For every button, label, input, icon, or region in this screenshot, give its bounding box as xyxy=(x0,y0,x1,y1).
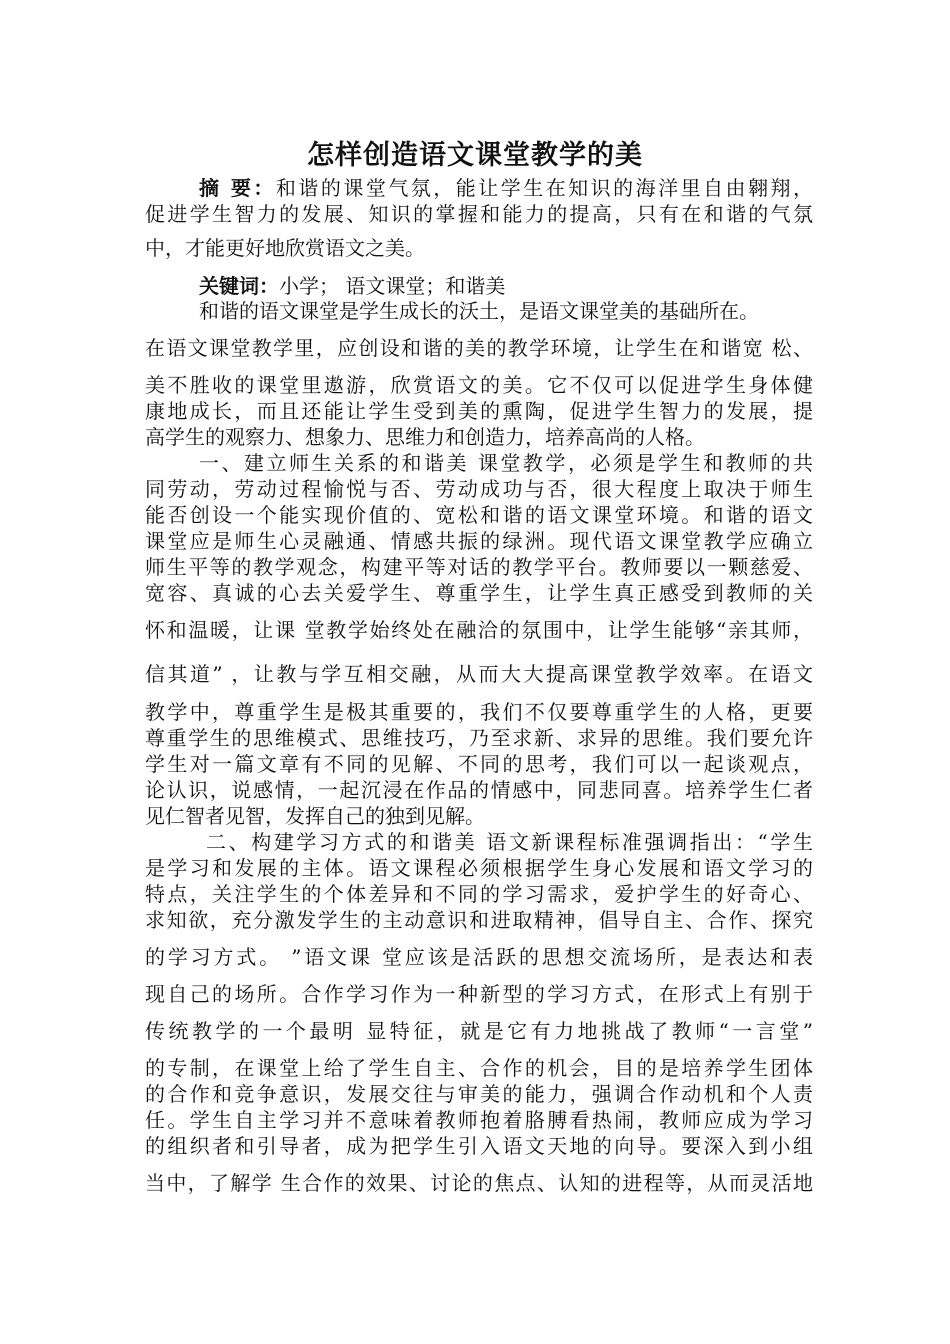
paragraph-line: 师生平等的教学观念，构建平等对话的教学平台。教师要以一颗慈爱、 xyxy=(145,555,813,579)
paragraph-line: 高学生的观察力、想象力、思维力和创造力，培养高尚的人格。 xyxy=(145,425,705,449)
paragraph-line: 的合作和竞争意识，发展交往与审美的能力，强调合作动机和个人责 xyxy=(145,1082,813,1106)
paragraph-line: 同劳动，劳动过程愉悦与否、劳动成功与否，很大程度上取决于师生 xyxy=(145,477,813,501)
paragraph-line: 一、建立师生关系的和谐美 课堂教学，必须是学生和教师的共 xyxy=(199,451,813,475)
paragraph-line: 教学中，尊重学生是极其重要的，我们不仅要尊重学生的人格，更要 xyxy=(145,700,813,724)
paragraph-line: 特点，关注学生的个体差异和不同的学习需求，爱护学生的好奇心、 xyxy=(145,882,813,906)
paragraph-line: 尊重学生的思维模式、思维技巧，乃至求新、求异的思维。我们要允许 xyxy=(145,726,813,750)
keywords-label: 关键词： xyxy=(199,274,279,298)
paragraph-line: 康地成长，而且还能让学生受到美的熏陶，促进学生智力的发展，提 xyxy=(145,399,813,423)
paragraph-line: 求知欲，充分激发学生的主动意识和进取精神，倡导自主、合作、探究 xyxy=(145,908,813,932)
paragraph-line: 是学习和发展的主体。语文课程必须根据学生身心发展和语文学习的 xyxy=(145,856,813,880)
paragraph-line: 的组织者和引导者，成为把学生引入语文天地的向导。要深入到小组 xyxy=(145,1134,813,1158)
paragraph-line: 宽容、真诚的心去关爱学生、尊重学生，让学生真正感受到教师的关 xyxy=(145,581,813,605)
paragraph-line: 学生对一篇文章有不同的见解、不同的思考，我们可以一起谈观点， xyxy=(145,752,813,776)
abstract-text: 和谐的课堂气氛，能让学生在知识的海洋里自由翱翔， xyxy=(275,176,814,200)
keywords-text: 小学； 语文课堂；和谐美 xyxy=(279,274,506,298)
abstract-label: 摘 要： xyxy=(199,176,276,200)
paragraph-line: 的学习方式。 ”语文课 堂应该是活跃的思想交流场所，是表达和表 xyxy=(145,945,813,969)
paragraph-line: 论认识，说感情，一起沉浸在作品的情感中，同悲同喜。培养学生仁者 xyxy=(145,778,813,802)
paragraph-line: 美不胜收的课堂里遨游，欣赏语文的美。它不仅可以促进学生身体健 xyxy=(145,373,813,397)
abstract-line: 中，才能更好地欣赏语文之美。 xyxy=(145,236,425,260)
paragraph-line: 二、构建学习方式的和谐美 语文新课程标准强调指出：“学生 xyxy=(206,830,813,854)
abstract-line: 促进学生智力的发展、知识的掌握和能力的提高，只有在和谐的气氛 xyxy=(145,202,813,226)
paragraph-line: 课堂应是师生心灵融通、情感共振的绿洲。现代语文课堂教学应确立 xyxy=(145,529,813,553)
paragraph-line: 传统教学的一个最明 显特征，就是它有力地挑战了教师“一言堂” xyxy=(145,1019,813,1043)
keywords-line xyxy=(199,273,813,299)
paragraph-line: 在语文课堂教学里，应创设和谐的美的教学环境，让学生在和谐宽 松、 xyxy=(145,336,813,360)
paragraph-line: 能否创设一个能实现价值的、宽松和谐的语文课堂环境。和谐的语文 xyxy=(145,503,813,527)
paragraph-line: 现自己的场所。合作学习作为一种新型的学习方式，在形式上有别于 xyxy=(145,982,813,1006)
paragraph-line: 的专制，在课堂上给了学生自主、合作的机会，目的是培养学生团体 xyxy=(145,1056,813,1080)
paragraph-line: 信其道” ，让教与学互相交融，从而大大提高课堂教学效率。在语文 xyxy=(145,662,813,686)
document-title: 怎样创造语文课堂教学的美 xyxy=(307,140,643,171)
paragraph-line: 和谐的语文课堂是学生成长的沃土，是语文课堂美的基础所在。 xyxy=(199,299,759,323)
paragraph-line: 见仁智者见智，发挥自己的独到见解。 xyxy=(145,804,485,828)
abstract-line xyxy=(199,175,813,201)
paragraph-line: 当中，了解学 生合作的效果、讨论的焦点、认知的进程等，从而灵活地 xyxy=(145,1171,813,1195)
paragraph-line: 怀和温暖，让课 堂教学始终处在融洽的氛围中，让学生能够“亲其师， xyxy=(145,618,813,642)
paragraph-line: 任。学生自主学习并不意味着教师抱着胳膊看热闹，教师应成为学习 xyxy=(145,1108,813,1132)
